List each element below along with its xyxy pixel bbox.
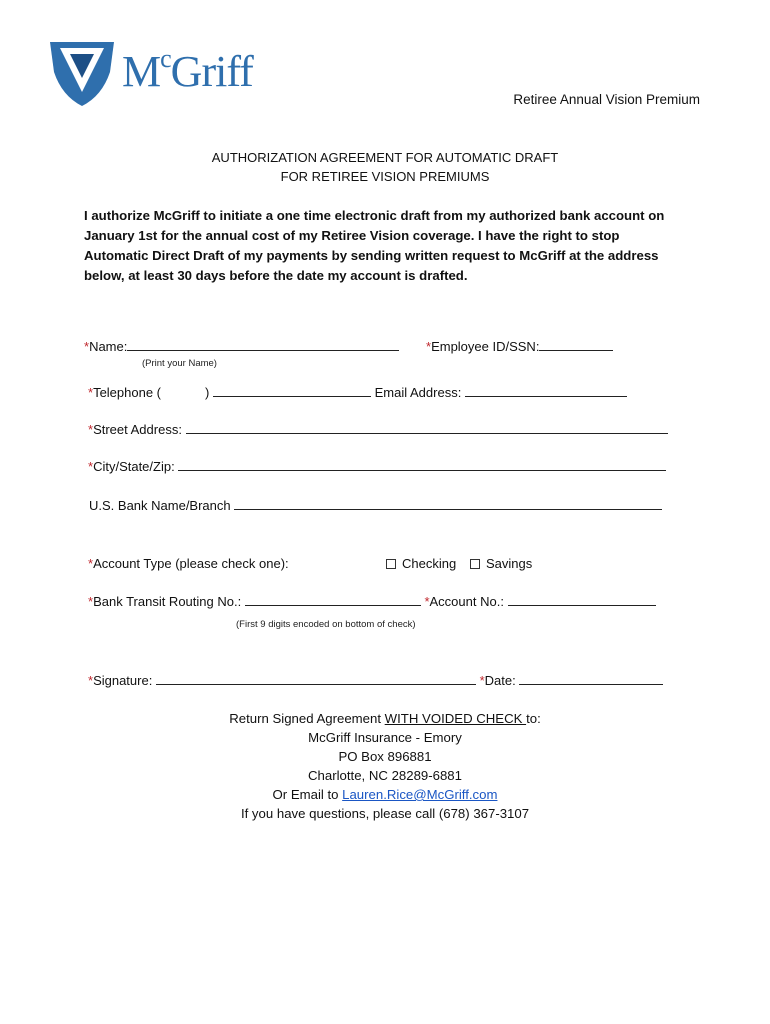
savings-option[interactable] xyxy=(470,556,532,571)
name-input[interactable] xyxy=(127,338,399,351)
employee-id-label: Employee ID/SSN: xyxy=(431,339,540,354)
signature-input[interactable] xyxy=(156,672,476,685)
savings-label: Savings xyxy=(486,556,533,571)
signature-label: Signature: xyxy=(93,673,153,688)
checking-label: Checking xyxy=(402,556,457,571)
area-code-input[interactable] xyxy=(161,384,205,397)
street-input[interactable] xyxy=(186,421,668,434)
checking-checkbox[interactable] xyxy=(386,559,396,569)
routing-hint: (First 9 digits encoded on bottom of check) xyxy=(236,619,416,630)
street-label: Street Address: xyxy=(93,422,182,437)
document-type: Retiree Annual Vision Premium xyxy=(513,92,700,107)
date-label: Date: xyxy=(484,673,516,688)
return-email-line: Or Email to Lauren.Rice@McGriff.com xyxy=(272,787,498,802)
name-hint: (Print your Name) xyxy=(142,358,217,369)
account-no-input[interactable] xyxy=(508,593,656,606)
telephone-input[interactable] xyxy=(213,384,371,397)
employee-id-input[interactable] xyxy=(539,338,613,351)
email-input[interactable] xyxy=(465,384,627,397)
date-input[interactable] xyxy=(519,672,663,685)
return-po-box: PO Box 896881 xyxy=(338,749,432,764)
telephone-label: Telephone ( xyxy=(93,385,162,400)
name-row xyxy=(84,338,399,354)
required-mark: * xyxy=(479,673,485,688)
account-type-row xyxy=(88,556,289,571)
required-mark: * xyxy=(88,556,94,571)
savings-checkbox[interactable] xyxy=(470,559,480,569)
city-row xyxy=(88,458,666,474)
email-label: Email Address: xyxy=(374,385,462,400)
required-mark: * xyxy=(426,339,432,354)
employee-id-row xyxy=(426,338,613,354)
city-label: City/State/Zip: xyxy=(93,459,175,474)
authorization-text: I authorize McGriff to initiate a one time electronic draft from my authorized bank account on January 1st for the annual cost of my Retiree Vision coverage. I have the right to stop Automatic Direct Draft of my payments by sending written request to McGriff at the address below, at least 30 days before the date my account is drafted. xyxy=(84,208,665,283)
street-row xyxy=(88,421,668,437)
bank-row xyxy=(89,497,662,513)
telephone-row: *Telephone ( ) Email Address: xyxy=(88,384,627,400)
required-mark: * xyxy=(84,339,90,354)
account-type-label: Account Type (please check one): xyxy=(93,556,289,571)
signature-row xyxy=(88,672,663,688)
shield-logo-icon xyxy=(46,34,118,108)
mcgriff-logo xyxy=(46,34,286,116)
required-mark: * xyxy=(88,385,94,400)
title-line-1: AUTHORIZATION AGREEMENT FOR AUTOMATIC DRAFT xyxy=(211,150,559,165)
email-link[interactable]: Lauren.Rice@McGriff.com xyxy=(342,787,498,802)
logo-wordmark: $M^cGriff$ xyxy=(122,44,253,96)
required-mark: * xyxy=(88,594,94,609)
required-mark: * xyxy=(88,673,94,688)
routing-row xyxy=(88,593,656,609)
required-mark: * xyxy=(88,459,94,474)
return-line-1: Return Signed Agreement WITH VOIDED CHECK to: xyxy=(229,711,541,726)
bank-label: U.S. Bank Name/Branch xyxy=(89,498,231,513)
city-input[interactable] xyxy=(178,458,666,471)
account-no-label: Account No.: xyxy=(429,594,504,609)
checking-option[interactable] xyxy=(386,556,456,571)
questions-line: If you have questions, please call (678) 367-3107 xyxy=(240,806,530,821)
return-city: Charlotte, NC 28289-6881 xyxy=(308,768,462,783)
name-label: Name: xyxy=(89,339,128,354)
routing-input[interactable] xyxy=(245,593,421,606)
return-company: McGriff Insurance - Emory xyxy=(308,730,462,745)
routing-label: Bank Transit Routing No.: xyxy=(93,594,242,609)
required-mark: * xyxy=(88,422,94,437)
required-mark: * xyxy=(424,594,430,609)
title-line-2: FOR RETIREE VISION PREMIUMS xyxy=(280,169,490,184)
bank-input[interactable] xyxy=(234,497,662,510)
